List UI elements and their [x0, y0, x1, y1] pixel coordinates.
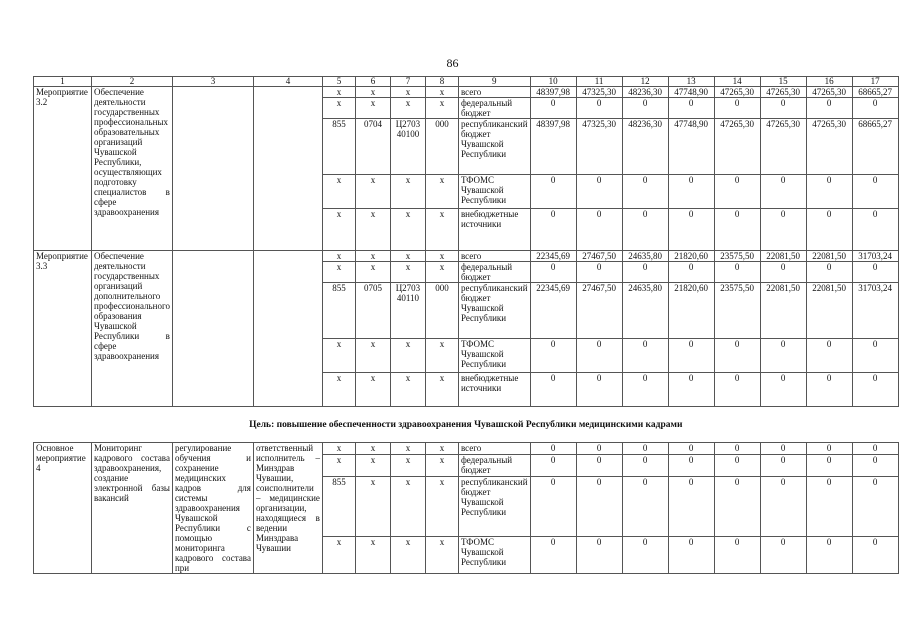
cell-target-item: x	[390, 454, 425, 476]
cell-amount: 0	[668, 98, 714, 119]
cell-grbs: x	[322, 373, 355, 407]
measure-name: Мероприятие 3.3	[34, 251, 92, 407]
cell-amount: 0	[668, 443, 714, 455]
cell-funding-source: республиканский бюджет Чувашской Республики	[458, 477, 530, 537]
measure-name: Мероприятие 3.2	[34, 87, 92, 251]
cell-expense-type: x	[425, 175, 458, 209]
column-number: 10	[530, 77, 576, 87]
cell-funding-source: ТФОМС Чувашской Республики	[458, 175, 530, 209]
cell-section: x	[355, 87, 390, 98]
cell-amount: 47748,90	[668, 87, 714, 98]
cell-section: x	[355, 175, 390, 209]
cell-amount: 47265,30	[806, 119, 852, 175]
column-number: 8	[425, 77, 458, 87]
cell-section: 0704	[355, 119, 390, 175]
cell-expense-type: x	[425, 454, 458, 476]
cell-amount: 0	[530, 454, 576, 476]
cell-amount: 0	[852, 209, 898, 251]
cell-amount: 0	[760, 262, 806, 283]
cell-expense-type: x	[425, 477, 458, 537]
cell-amount: 0	[852, 536, 898, 573]
page-number: 86	[446, 56, 459, 70]
column-number: 12	[622, 77, 668, 87]
column-number: 1	[34, 77, 92, 87]
cell-amount: 0	[714, 536, 760, 573]
cell-amount: 0	[714, 209, 760, 251]
cell-amount: 0	[760, 477, 806, 537]
goal-heading: Цель: повышение обеспеченности здравоохранения Чувашской Республики медицинскими кадрами	[34, 407, 899, 443]
column-number: 9	[458, 77, 530, 87]
goal-row	[34, 407, 899, 443]
cell-expense-type: x	[425, 209, 458, 251]
cell-amount: 0	[852, 339, 898, 373]
cell-amount: 0	[806, 443, 852, 455]
cell-grbs: 855	[322, 477, 355, 537]
cell-amount: 0	[576, 262, 622, 283]
cell-funding-source: всего	[458, 251, 530, 262]
cell-amount: 0	[622, 339, 668, 373]
cell-amount: 0	[806, 454, 852, 476]
cell-amount: 0	[714, 175, 760, 209]
cell-amount: 22081,50	[806, 283, 852, 339]
cell-amount: 22081,50	[760, 251, 806, 262]
cell-amount: 0	[530, 262, 576, 283]
cell-amount: 47265,30	[714, 119, 760, 175]
column-number: 14	[714, 77, 760, 87]
cell-amount: 0	[576, 477, 622, 537]
cell-section: x	[355, 262, 390, 283]
cell-amount: 0	[622, 443, 668, 455]
table-row	[34, 251, 899, 262]
measure-goal: регулирование обучения и сохранение медицинских кадров для системы здравоохранения Чувашской Республики с помощью мониторинга кадрового состава при	[172, 443, 253, 574]
cell-amount: 0	[576, 454, 622, 476]
cell-amount: 48397,98	[530, 119, 576, 175]
cell-section: x	[355, 209, 390, 251]
cell-amount: 0	[852, 262, 898, 283]
cell-funding-source: всего	[458, 443, 530, 455]
cell-amount: 0	[852, 443, 898, 455]
cell-amount: 0	[852, 477, 898, 537]
cell-grbs: x	[322, 87, 355, 98]
cell-target-item: x	[390, 536, 425, 573]
measure-goal	[172, 251, 253, 407]
cell-funding-source: ТФОМС Чувашской Республики	[458, 339, 530, 373]
column-number: 2	[92, 77, 173, 87]
cell-grbs: x	[322, 454, 355, 476]
cell-amount: 0	[806, 98, 852, 119]
cell-amount: 21820,60	[668, 283, 714, 339]
cell-amount: 22081,50	[806, 251, 852, 262]
cell-amount: 47265,30	[806, 87, 852, 98]
cell-grbs: x	[322, 251, 355, 262]
cell-expense-type: x	[425, 373, 458, 407]
cell-amount: 0	[714, 98, 760, 119]
cell-amount: 0	[530, 175, 576, 209]
cell-section: x	[355, 339, 390, 373]
cell-amount: 68665,27	[852, 119, 898, 175]
cell-target-item: Ц2703 40110	[390, 283, 425, 339]
cell-amount: 0	[760, 98, 806, 119]
cell-expense-type: x	[425, 443, 458, 455]
table-row	[34, 87, 899, 98]
cell-amount: 0	[714, 339, 760, 373]
column-number: 11	[576, 77, 622, 87]
column-number: 5	[322, 77, 355, 87]
cell-amount: 0	[576, 209, 622, 251]
cell-amount: 0	[714, 373, 760, 407]
cell-target-item: x	[390, 477, 425, 537]
cell-amount: 0	[576, 373, 622, 407]
cell-amount: 0	[576, 175, 622, 209]
cell-amount: 0	[852, 454, 898, 476]
cell-amount: 0	[760, 175, 806, 209]
cell-amount: 0	[622, 477, 668, 537]
cell-funding-source: федеральный бюджет	[458, 98, 530, 119]
cell-target-item: x	[390, 251, 425, 262]
cell-target-item: x	[390, 98, 425, 119]
cell-amount: 0	[668, 339, 714, 373]
cell-funding-source: республиканский бюджет Чувашской Республики	[458, 283, 530, 339]
cell-amount: 0	[622, 98, 668, 119]
cell-amount: 0	[530, 98, 576, 119]
measure-description: Мониторинг кадрового состава здравоохранения, создание электронной базы вакансий	[92, 443, 173, 574]
cell-funding-source: внебюджетные источники	[458, 373, 530, 407]
cell-amount: 23575,50	[714, 283, 760, 339]
cell-expense-type: x	[425, 339, 458, 373]
cell-amount: 0	[806, 477, 852, 537]
cell-section: x	[355, 477, 390, 537]
cell-amount: 0	[760, 443, 806, 455]
cell-amount: 0	[576, 339, 622, 373]
column-number: 6	[355, 77, 390, 87]
cell-grbs: x	[322, 339, 355, 373]
cell-amount: 47265,30	[714, 87, 760, 98]
cell-amount: 0	[576, 536, 622, 573]
cell-amount: 0	[530, 373, 576, 407]
cell-target-item: x	[390, 339, 425, 373]
table-row	[34, 443, 899, 455]
cell-amount: 0	[714, 443, 760, 455]
cell-amount: 0	[806, 373, 852, 407]
cell-amount: 27467,50	[576, 251, 622, 262]
cell-funding-source: внебюджетные источники	[458, 209, 530, 251]
measure-executor	[253, 87, 322, 251]
cell-amount: 0	[622, 175, 668, 209]
cell-amount: 0	[852, 175, 898, 209]
cell-amount: 0	[806, 339, 852, 373]
cell-amount: 0	[530, 443, 576, 455]
cell-amount: 0	[760, 373, 806, 407]
cell-amount: 0	[576, 98, 622, 119]
cell-funding-source: ТФОМС Чувашской Республики	[458, 536, 530, 573]
cell-amount: 27467,50	[576, 283, 622, 339]
measure-executor: ответственный исполнитель – Минздрав Чувашии, соисполнители – медицинские организации, находящиеся в ведении Минздрава Чувашии	[253, 443, 322, 574]
cell-amount: 24635,80	[622, 251, 668, 262]
cell-amount: 48236,30	[622, 119, 668, 175]
cell-amount: 0	[622, 373, 668, 407]
cell-amount: 47325,30	[576, 119, 622, 175]
cell-amount: 0	[622, 209, 668, 251]
cell-amount: 47265,30	[760, 119, 806, 175]
column-number: 16	[806, 77, 852, 87]
measure-goal	[172, 87, 253, 251]
cell-target-item: x	[390, 373, 425, 407]
cell-amount: 0	[668, 454, 714, 476]
cell-amount: 21820,60	[668, 251, 714, 262]
cell-amount: 0	[714, 477, 760, 537]
cell-amount: 0	[668, 175, 714, 209]
cell-expense-type: x	[425, 262, 458, 283]
cell-amount: 0	[852, 373, 898, 407]
cell-section: x	[355, 443, 390, 455]
cell-amount: 0	[668, 477, 714, 537]
cell-amount: 0	[622, 454, 668, 476]
cell-amount: 0	[622, 536, 668, 573]
column-number: 17	[852, 77, 898, 87]
column-number: 4	[253, 77, 322, 87]
cell-funding-source: федеральный бюджет	[458, 262, 530, 283]
cell-amount: 0	[668, 209, 714, 251]
cell-amount: 0	[576, 443, 622, 455]
cell-amount: 22081,50	[760, 283, 806, 339]
cell-target-item: x	[390, 209, 425, 251]
cell-expense-type: x	[425, 536, 458, 573]
cell-amount: 47748,90	[668, 119, 714, 175]
cell-amount: 0	[622, 262, 668, 283]
cell-amount: 31703,24	[852, 283, 898, 339]
cell-amount: 68665,27	[852, 87, 898, 98]
cell-amount: 0	[760, 209, 806, 251]
cell-amount: 22345,69	[530, 251, 576, 262]
cell-target-item: x	[390, 175, 425, 209]
cell-target-item: x	[390, 262, 425, 283]
cell-amount: 22345,69	[530, 283, 576, 339]
cell-amount: 0	[668, 262, 714, 283]
cell-grbs: x	[322, 536, 355, 573]
cell-expense-type: x	[425, 251, 458, 262]
cell-grbs: x	[322, 262, 355, 283]
cell-grbs: x	[322, 98, 355, 119]
measure-description: Обеспечение деятельности государственных профессиональных образовательных организаций Чувашской Республики, осуществляющих подготовку специалистов в сфере здравоохранения	[92, 87, 173, 251]
cell-grbs: 855	[322, 119, 355, 175]
cell-funding-source: республиканский бюджет Чувашской Республики	[458, 119, 530, 175]
measure-executor	[253, 251, 322, 407]
column-number: 13	[668, 77, 714, 87]
cell-grbs: 855	[322, 283, 355, 339]
cell-amount: 48236,30	[622, 87, 668, 98]
measure-name: Основное мероприятие 4	[34, 443, 92, 574]
cell-funding-source: всего	[458, 87, 530, 98]
measure-description: Обеспечение деятельности государственных организаций дополнительного профессионального образования Чувашской Республики в сфере здравоохранения	[92, 251, 173, 407]
cell-amount: 48397,98	[530, 87, 576, 98]
cell-amount: 0	[530, 339, 576, 373]
cell-amount: 47265,30	[760, 87, 806, 98]
cell-expense-type: 000	[425, 119, 458, 175]
cell-amount: 0	[714, 454, 760, 476]
cell-amount: 0	[530, 209, 576, 251]
cell-amount: 0	[668, 373, 714, 407]
column-number: 3	[172, 77, 253, 87]
cell-expense-type: 000	[425, 283, 458, 339]
cell-amount: 47325,30	[576, 87, 622, 98]
cell-section: x	[355, 251, 390, 262]
budget-table	[33, 76, 899, 574]
cell-amount: 23575,50	[714, 251, 760, 262]
cell-target-item: x	[390, 87, 425, 98]
cell-amount: 0	[714, 262, 760, 283]
cell-expense-type: x	[425, 87, 458, 98]
cell-amount: 0	[806, 262, 852, 283]
cell-grbs: x	[322, 443, 355, 455]
cell-funding-source: федеральный бюджет	[458, 454, 530, 476]
cell-amount: 0	[530, 477, 576, 537]
column-number: 7	[390, 77, 425, 87]
cell-amount: 0	[760, 454, 806, 476]
column-number-row	[34, 77, 899, 87]
cell-section: x	[355, 454, 390, 476]
cell-section: 0705	[355, 283, 390, 339]
cell-amount: 0	[668, 536, 714, 573]
cell-section: x	[355, 536, 390, 573]
cell-grbs: x	[322, 175, 355, 209]
cell-target-item: Ц2703 40100	[390, 119, 425, 175]
cell-amount: 0	[806, 209, 852, 251]
cell-grbs: x	[322, 209, 355, 251]
cell-section: x	[355, 98, 390, 119]
column-number: 15	[760, 77, 806, 87]
cell-amount: 0	[760, 339, 806, 373]
cell-amount: 31703,24	[852, 251, 898, 262]
cell-section: x	[355, 373, 390, 407]
cell-amount: 0	[806, 175, 852, 209]
cell-amount: 0	[806, 536, 852, 573]
cell-expense-type: x	[425, 98, 458, 119]
cell-amount: 0	[760, 536, 806, 573]
cell-amount: 0	[852, 98, 898, 119]
cell-amount: 24635,80	[622, 283, 668, 339]
cell-target-item: x	[390, 443, 425, 455]
cell-amount: 0	[530, 536, 576, 573]
